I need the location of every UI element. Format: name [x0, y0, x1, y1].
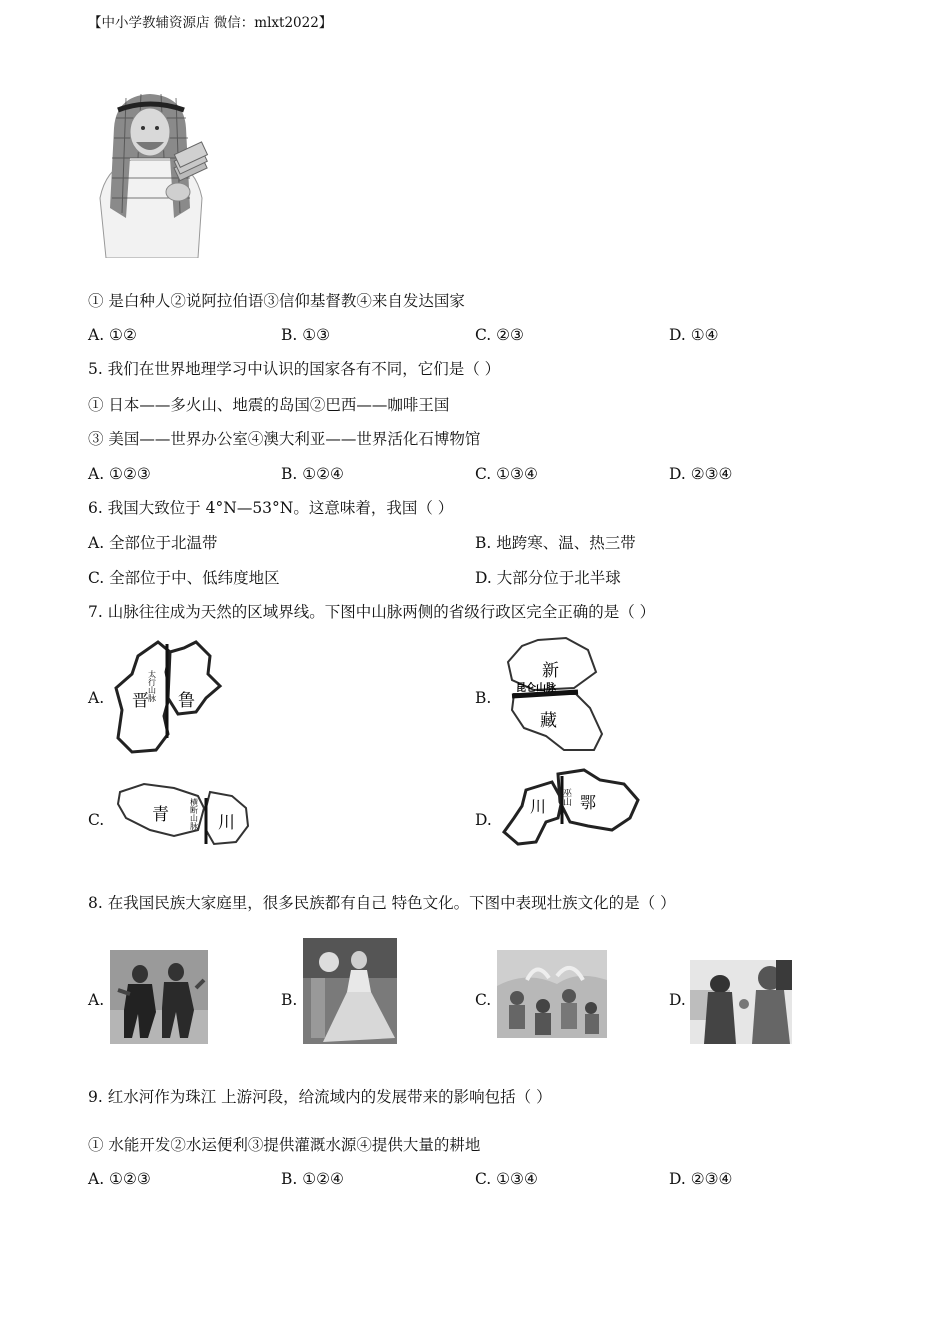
photo-d-folk-singers [690, 960, 792, 1044]
q8-option-a[interactable]: A. [88, 991, 105, 1009]
q9-option-d[interactable]: D. ②③④ [669, 1170, 733, 1188]
map-d-right-label: 鄂 [580, 793, 597, 812]
q7-option-c[interactable]: C. [88, 811, 105, 829]
q7-option-b[interactable]: B. [475, 689, 492, 707]
map-a-right-label: 鲁 [178, 691, 195, 711]
arab-man-photo [86, 88, 216, 258]
q9-stem: 9. 红水河作为珠江 上游河段，给流域内的发展带来的影响包括（ ） [88, 1088, 552, 1106]
q9-option-c[interactable]: C. ①③④ [475, 1170, 538, 1188]
map-a-taihang [112, 634, 224, 756]
q4-option-b[interactable]: B. ①③ [281, 326, 331, 344]
q7-option-a[interactable]: A. [88, 689, 105, 707]
q6-option-c[interactable]: C. 全部位于中、低纬度地区 [88, 569, 280, 587]
q8-option-d[interactable]: D. [669, 991, 686, 1009]
q8-stem: 8. 在我国民族大家庭里，很多民族都有自己 特色文化。下图中表现壮族文化的是（ ） [88, 894, 676, 912]
q5-option-c[interactable]: C. ①③④ [475, 465, 538, 483]
q6-option-d[interactable]: D. 大部分位于北半球 [475, 569, 621, 587]
map-c-mountain-label: 横断山脉 [189, 798, 199, 830]
q5-option-d[interactable]: D. ②③④ [669, 465, 733, 483]
page-header: 【中小学教辅资源店 微信：mlxt2022】 [88, 15, 333, 31]
map-d-left-label: 川 [530, 797, 547, 816]
q8-option-c[interactable]: C. [475, 991, 492, 1009]
q6-option-a[interactable]: A. 全部位于北温带 [88, 534, 218, 552]
photo-a-dancers [110, 950, 208, 1044]
q9-statement: ① 水能开发②水运便利③提供灌溉水源④提供大量的耕地 [88, 1136, 481, 1154]
map-c-right-label: 川 [218, 813, 235, 833]
map-b-top-label: 新 [542, 661, 559, 681]
q4-option-a[interactable]: A. ①② [88, 326, 137, 344]
q8-option-b[interactable]: B. [281, 991, 298, 1009]
q6-option-b[interactable]: B. 地跨寒、温、热三带 [475, 534, 636, 552]
map-d-wushan [500, 766, 644, 852]
q5-line-1: ① 日本——多火山、地震的岛国②巴西——咖啡王国 [88, 396, 450, 414]
map-c-left-label: 青 [152, 805, 169, 825]
q9-option-b[interactable]: B. ①②④ [281, 1170, 344, 1188]
q5-line-2: ③ 美国——世界办公室④澳大利亚——世界活化石博物馆 [88, 430, 481, 448]
map-b-mountain-label: 昆仑山脉 [516, 683, 556, 694]
map-b-bottom-label: 藏 [540, 711, 557, 731]
map-a-left-label: 晋 [132, 691, 149, 711]
map-a-mountain-label: 太行山脉 [147, 670, 157, 702]
q4-statement: ① 是白种人②说阿拉伯语③信仰基督教④来自发达国家 [88, 292, 465, 310]
q9-option-a[interactable]: A. ①②③ [88, 1170, 151, 1188]
q4-option-d[interactable]: D. ①④ [669, 326, 719, 344]
q5-option-a[interactable]: A. ①②③ [88, 465, 151, 483]
q7-option-d[interactable]: D. [475, 811, 492, 829]
map-b-kunlun [504, 634, 608, 756]
photo-b-dancer [303, 938, 397, 1044]
map-c-hengduan [114, 778, 252, 852]
q4-option-c[interactable]: C. ②③ [475, 326, 524, 344]
photo-c-water-festival [497, 950, 607, 1038]
q5-stem: 5. 我们在世界地理学习中认识的国家各有不同，它们是（ ） [88, 360, 501, 378]
map-d-mountain-label: 巫山 [561, 788, 571, 806]
q6-stem: 6. 我国大致位于 4°N—53°N。这意味着，我国（ ） [88, 499, 454, 517]
q7-stem: 7. 山脉往往成为天然的区域界线。下图中山脉两侧的省级行政区完全正确的是（ ） [88, 603, 656, 621]
q5-option-b[interactable]: B. ①②④ [281, 465, 344, 483]
